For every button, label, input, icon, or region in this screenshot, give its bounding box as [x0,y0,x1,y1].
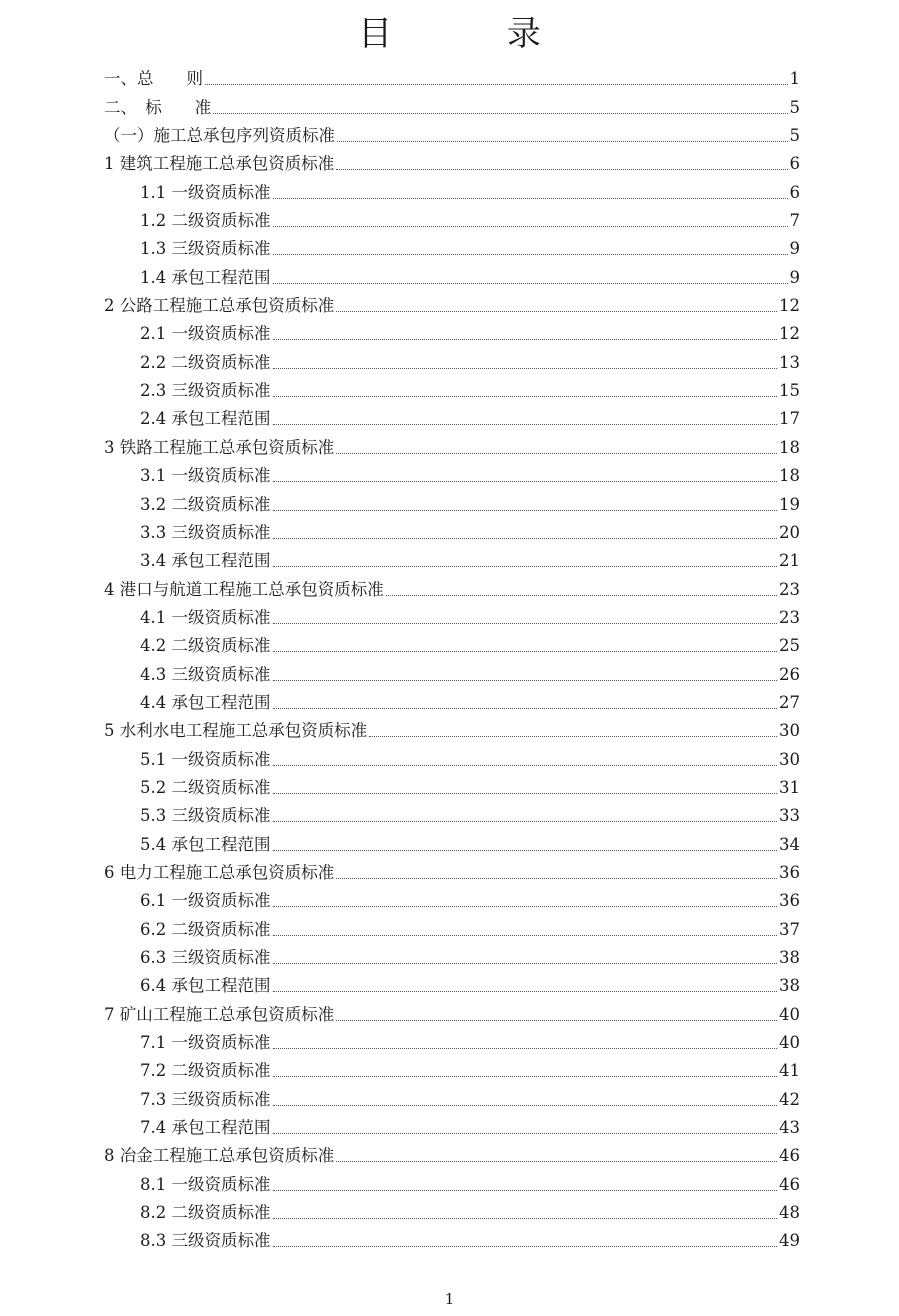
toc-entry-title: 6.3 三级资质标准 [140,948,271,967]
toc-entry-page: 36 [779,862,800,882]
toc-entry-page: 42 [779,1089,800,1109]
toc-entry-title: 8.2 二级资质标准 [140,1203,271,1223]
toc-entry[interactable] [104,713,800,741]
toc-entry-page: 40 [779,1033,800,1053]
toc-entry-page: 27 [779,692,800,712]
toc-entry-page: 40 [779,1004,800,1024]
toc-entry-title: 7.4 承包工程范围 [140,1118,271,1138]
toc-dot-leader [273,538,778,539]
toc-entry-title: 3.2 二级资质标准 [140,494,271,514]
toc-subentry[interactable] [104,259,800,287]
toc-dot-leader [273,680,778,681]
toc-entry-page: 30 [779,721,800,741]
toc-entry-title: 4 港口与航道工程施工总承包资质标准 [104,579,384,599]
toc-entry-title: 5 水利水电工程施工总承包资质标准 [104,721,368,741]
toc-entry-page: 1 [789,69,800,89]
toc-dot-leader [273,481,778,482]
toc-entry-page: 23 [779,607,800,627]
toc-subentry[interactable] [104,401,800,429]
toc-entry-title: 4.4 承包工程范围 [140,692,271,712]
toc-entry-page: 34 [779,834,800,854]
toc-entry-page: 18 [779,437,800,457]
toc-dot-leader [273,708,778,709]
toc-entry-title: 2 公路工程施工总承包资质标准 [104,296,335,316]
toc-dot-leader [273,1246,778,1247]
toc-dot-leader [273,1218,778,1219]
toc-dot-leader [336,311,777,312]
toc-entry-title: 7.1 一级资质标准 [140,1033,271,1053]
toc-entry[interactable] [104,288,800,316]
toc-subentry[interactable] [104,344,800,372]
toc-entry-title: 4.1 一级资质标准 [140,607,271,627]
toc-entry-title: 5.1 一级资质标准 [140,749,271,769]
toc-dot-leader [337,141,788,142]
toc-dot-leader [273,254,788,255]
toc-entry-page: 36 [779,891,800,911]
toc-entry[interactable] [104,855,800,883]
toc-subentry[interactable] [104,1223,800,1251]
toc-entry-page: 17 [779,409,800,429]
toc-entry-page: 25 [779,636,800,656]
toc-dot-leader [336,1161,777,1162]
toc-subentry[interactable] [104,911,800,939]
toc-entry-page: 38 [779,948,800,967]
toc-dot-leader [273,1105,778,1106]
toc-dot-leader [369,736,777,737]
toc-dot-leader [273,226,788,227]
toc-entry-title: 1.3 三级资质标准 [140,239,271,259]
toc-entry-page: 20 [779,522,800,542]
toc-dot-leader [213,113,787,114]
toc-entry-title: 2.3 三级资质标准 [140,381,271,401]
toc-dot-leader [273,1190,778,1191]
toc-dot-leader [336,169,787,170]
toc-entry-page: 21 [779,551,800,571]
toc-subentry[interactable] [104,600,800,628]
toc-dot-leader [273,651,778,652]
toc-subentry[interactable] [104,1053,800,1081]
toc-dot-leader [273,424,778,425]
toc-entry-title: 3.1 一级资质标准 [140,466,271,486]
toc-entry-page: 43 [779,1118,800,1138]
toc-entry-title: 7.3 三级资质标准 [140,1089,271,1109]
toc-entry-title: 4.2 二级资质标准 [140,636,271,656]
toc-entry-title: 5.3 三级资质标准 [140,806,271,826]
toc-dot-leader [273,283,788,284]
toc-entry-title: 7 矿山工程施工总承包资质标准 [104,1004,335,1024]
toc-entry-title: 3 铁路工程施工总承包资质标准 [104,437,335,457]
toc-entry-title: 1.1 一级资质标准 [140,182,271,202]
toc-subentry[interactable] [104,174,800,202]
toc-entry-page: 5 [789,126,800,146]
toc-dot-leader [273,339,778,340]
toc-subentry[interactable] [104,1166,800,1194]
toc-subentry[interactable] [104,231,800,259]
toc-dot-leader [386,595,777,596]
toc-subentry[interactable] [104,543,800,571]
toc-entry-page: 31 [779,777,800,797]
toc-dot-leader [273,1076,778,1077]
toc-entry-title: 8.1 一级资质标准 [140,1174,271,1194]
toc-entry-page: 6 [789,154,800,174]
toc-entry[interactable] [104,146,800,174]
toc-subentry[interactable] [104,373,800,401]
page-title: 目 录 [358,14,593,54]
toc-subentry[interactable] [104,316,800,344]
toc-entry[interactable] [104,89,800,117]
toc-entry-title: 6.1 一级资质标准 [140,891,271,911]
toc-entry-title: 一、总 则 [104,69,203,89]
toc-dot-leader [336,453,777,454]
toc-dot-leader [273,368,778,369]
toc-entry-title: 1 建筑工程施工总承包资质标准 [104,154,335,174]
toc-dot-leader [273,765,778,766]
toc-entry-page: 9 [789,267,800,287]
toc-entry-title: 6.4 承包工程范围 [140,976,271,996]
toc-entry-page: 26 [779,664,800,684]
toc-entry-title: 7.2 二级资质标准 [140,1061,271,1081]
toc-entry-title: 6 电力工程施工总承包资质标准 [104,862,335,882]
toc-dot-leader [273,935,778,936]
toc-subentry[interactable] [104,798,800,826]
toc-entry[interactable] [104,571,800,599]
toc-entry-page: 41 [779,1061,800,1081]
toc-entry[interactable] [104,996,800,1024]
toc-subentry[interactable] [104,883,800,911]
toc-subentry[interactable] [104,826,800,854]
toc-entry[interactable] [104,429,800,457]
toc-dot-leader [273,793,778,794]
toc-entry-title: 1.2 二级资质标准 [140,211,271,231]
toc-entry-page: 37 [779,919,800,939]
table-of-contents [104,61,800,1251]
toc-dot-leader [273,906,778,907]
toc-entry-title: 4.3 三级资质标准 [140,664,271,684]
toc-entry-title: 2.1 一级资质标准 [140,324,271,344]
toc-subentry[interactable] [104,1025,800,1053]
toc-subentry[interactable] [104,628,800,656]
toc-entry-page: 15 [779,381,800,401]
toc-subentry[interactable] [104,940,800,968]
toc-entry-title: （一）施工总承包序列资质标准 [104,126,335,146]
toc-entry[interactable] [104,118,800,146]
toc-dot-leader [273,1133,778,1134]
toc-subentry[interactable] [104,968,800,996]
toc-dot-leader [205,84,788,85]
toc-entry-page: 12 [779,324,800,344]
toc-entry-title: 6.2 二级资质标准 [140,919,271,939]
toc-entry-page: 6 [789,182,800,202]
toc-entry-title: 5.2 二级资质标准 [140,777,271,797]
toc-entry-page: 49 [779,1231,800,1251]
toc-subentry[interactable] [104,203,800,231]
page-number: 1 [444,1290,455,1308]
toc-entry-page: 12 [779,296,800,316]
toc-entry-page: 38 [779,976,800,996]
toc-entry-page: 18 [779,466,800,486]
toc-entry-page: 30 [779,749,800,769]
toc-dot-leader [273,198,788,199]
toc-entry-title: 2.2 二级资质标准 [140,352,271,372]
toc-entry-title: 2.4 承包工程范围 [140,409,271,429]
toc-subentry[interactable] [104,1195,800,1223]
toc-subentry[interactable] [104,741,800,769]
toc-entry-page: 13 [779,352,800,372]
toc-entry-title: 5.4 承包工程范围 [140,834,271,854]
toc-entry-page: 46 [779,1146,800,1166]
toc-entry-page: 9 [789,239,800,259]
toc-entry-page: 7 [789,211,800,231]
toc-dot-leader [336,1020,777,1021]
toc-entry[interactable] [104,1138,800,1166]
toc-entry-title: 8.3 三级资质标准 [140,1231,271,1251]
toc-subentry[interactable] [104,1110,800,1138]
toc-dot-leader [273,991,778,992]
toc-dot-leader [273,1048,778,1049]
toc-entry[interactable] [104,61,800,89]
toc-entry-page: 23 [779,579,800,599]
toc-entry-title: 1.4 承包工程范围 [140,267,271,287]
toc-entry-title: 二、 标 准 [104,97,212,117]
toc-subentry[interactable] [104,515,800,543]
toc-subentry[interactable] [104,770,800,798]
toc-dot-leader [273,821,778,822]
toc-subentry[interactable] [104,486,800,514]
toc-entry-page: 46 [779,1174,800,1194]
toc-entry-title: 3.3 三级资质标准 [140,522,271,542]
toc-entry-page: 33 [779,806,800,826]
toc-subentry[interactable] [104,656,800,684]
toc-subentry[interactable] [104,458,800,486]
toc-dot-leader [273,566,778,567]
toc-entry-title: 3.4 承包工程范围 [140,551,271,571]
toc-entry-title: 8 冶金工程施工总承包资质标准 [104,1146,335,1166]
toc-dot-leader [273,963,778,964]
toc-subentry[interactable] [104,685,800,713]
toc-dot-leader [273,396,778,397]
toc-subentry[interactable] [104,1081,800,1109]
toc-dot-leader [273,623,778,624]
toc-entry-page: 48 [779,1203,800,1223]
toc-entry-page: 19 [779,494,800,514]
toc-entry-page: 5 [789,97,800,117]
toc-dot-leader [336,878,777,879]
toc-dot-leader [273,850,778,851]
toc-dot-leader [273,510,778,511]
